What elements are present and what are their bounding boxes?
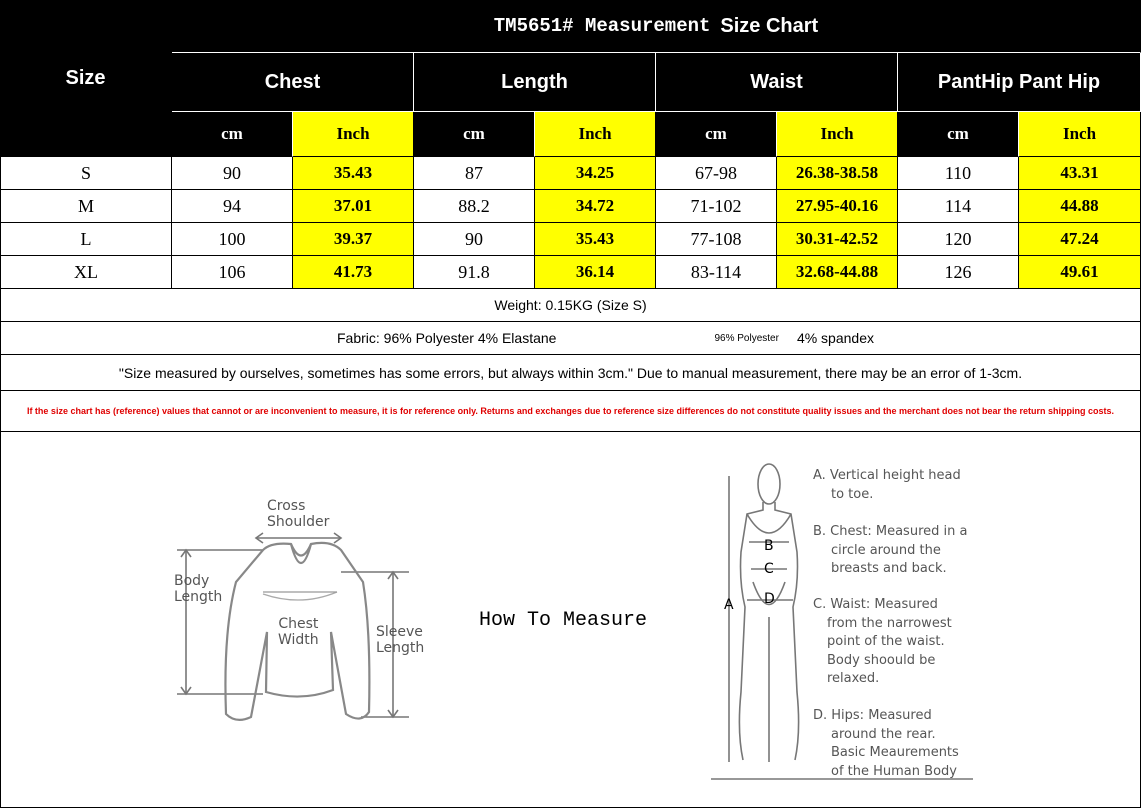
body-length-line1: Body [174,573,210,589]
legend-c [813,596,952,689]
table-cell: 71-102 [656,190,777,223]
legend-c-line5: relaxed. [827,671,880,686]
size-header: Size [0,0,172,157]
body-length-line2: Length [174,589,223,605]
size-label-l: L [0,223,172,256]
weight-note: Weight: 0.15KG (Size S) [0,289,1141,322]
chest-width-line2: Width [278,632,319,648]
unit-header-7: Inch [1019,112,1141,157]
legend-a [813,467,961,504]
group-header-2: Waist [656,53,898,112]
table-cell: 83-114 [656,256,777,289]
cross-shoulder-line1: Cross [267,498,306,514]
table-cell: 100 [172,223,293,256]
group-header-1: Length [414,53,656,112]
table-cell: 39.37 [293,223,414,256]
table-cell: 37.01 [293,190,414,223]
disclaimer-note: If the size chart has (reference) values that cannot or are inconvenient to measure, it is for reference only. Returns and exchanges due to reference size differences do not constitute quality issues and the merchant does not bear the return shipping costs. [0,391,1141,432]
marker-c: C [764,561,774,577]
legend-c-line1: C. Waist: Measured [813,597,938,612]
table-cell: 36.14 [535,256,656,289]
measurement-illustration [0,432,1141,808]
chest-width-line1: Chest [278,616,319,632]
table-cell: 110 [898,157,1019,190]
table-cell: 120 [898,223,1019,256]
sweater-diagram [1,432,461,808]
table-cell: 77-108 [656,223,777,256]
legend-b-line2: circle around the [831,542,941,558]
chart-title-suffix: Size Chart [720,14,819,37]
legend-d-line4: of the Human Body [831,763,957,779]
unit-header-6: cm [898,112,1019,157]
unit-header-1: Inch [293,112,414,157]
sleeve-length-line2: Length [376,640,425,656]
table-cell: 35.43 [535,223,656,256]
marker-d: D [764,591,775,607]
table-cell: 67-98 [656,157,777,190]
table-cell: 34.25 [535,157,656,190]
size-label-m: M [0,190,172,223]
marker-a: A [724,597,734,613]
how-to-measure-title: How To Measure [479,609,648,632]
table-cell: 94 [172,190,293,223]
fabric-note [0,322,1141,355]
cross-shoulder-line2: Shoulder [267,514,330,530]
table-cell: 35.43 [293,157,414,190]
table-cell: 88.2 [414,190,535,223]
group-header-3: PantHip Pant Hip [898,53,1141,112]
table-cell: 126 [898,256,1019,289]
legend-c-line3: point of the waist. [827,634,945,649]
size-label-xl: XL [0,256,172,289]
fabric-text: Fabric: 96% Polyester 4% Elastane [337,330,557,346]
table-cell: 47.24 [1019,223,1141,256]
fabric-small-text: 96% Polyester [714,332,779,344]
table-cell: 90 [414,223,535,256]
fabric-spandex-text: 4% spandex [796,330,874,346]
table-cell: 30.31-42.52 [777,223,898,256]
cross-shoulder-label [267,498,329,530]
legend-b-line3: breasts and back. [831,561,947,576]
legend-b-line1: B. Chest: Measured in a [813,524,968,539]
unit-header-2: cm [414,112,535,157]
marker-b: B [764,538,774,554]
chart-title [172,0,1141,53]
unit-header-4: cm [656,112,777,157]
group-header-0: Chest [172,53,414,112]
table-cell: 44.88 [1019,190,1141,223]
size-label-s: S [0,157,172,190]
body-length-label [174,573,222,605]
chest-width-label [278,616,319,648]
legend-d [813,707,959,781]
table-cell: 27.95-40.16 [777,190,898,223]
legend-b [813,523,967,579]
legend-c-line4: Body shoould be [827,652,936,668]
legend-d-line1: D. Hips: Measured [813,708,932,723]
legend-a-line2: to toe. [831,486,874,502]
unit-header-3: Inch [535,112,656,157]
sleeve-length-label [376,624,424,656]
legend-c-line2: from the narrowest [827,615,952,631]
legend-d-line2: around the rear. [831,726,936,742]
sleeve-length-line1: Sleeve [376,624,423,640]
table-cell: 114 [898,190,1019,223]
unit-header-5: Inch [777,112,898,157]
table-cell: 91.8 [414,256,535,289]
table-cell: 32.68-44.88 [777,256,898,289]
legend-a-line1: A. Vertical height head [813,468,961,483]
chart-title-code: TM5651# Measurement [493,15,711,37]
table-cell: 106 [172,256,293,289]
unit-header-0: cm [172,112,293,157]
legend-d-line3: Basic Meaurements [831,745,959,760]
table-cell: 26.38-38.58 [777,157,898,190]
table-cell: 87 [414,157,535,190]
table-cell: 49.61 [1019,256,1141,289]
table-cell: 43.31 [1019,157,1141,190]
table-cell: 90 [172,157,293,190]
table-cell: 41.73 [293,256,414,289]
table-cell: 34.72 [535,190,656,223]
measure-note: "Size measured by ourselves, sometimes has some errors, but always within 3cm." Due to manual measurement, there may be an error of 1-3cm. [0,355,1141,391]
